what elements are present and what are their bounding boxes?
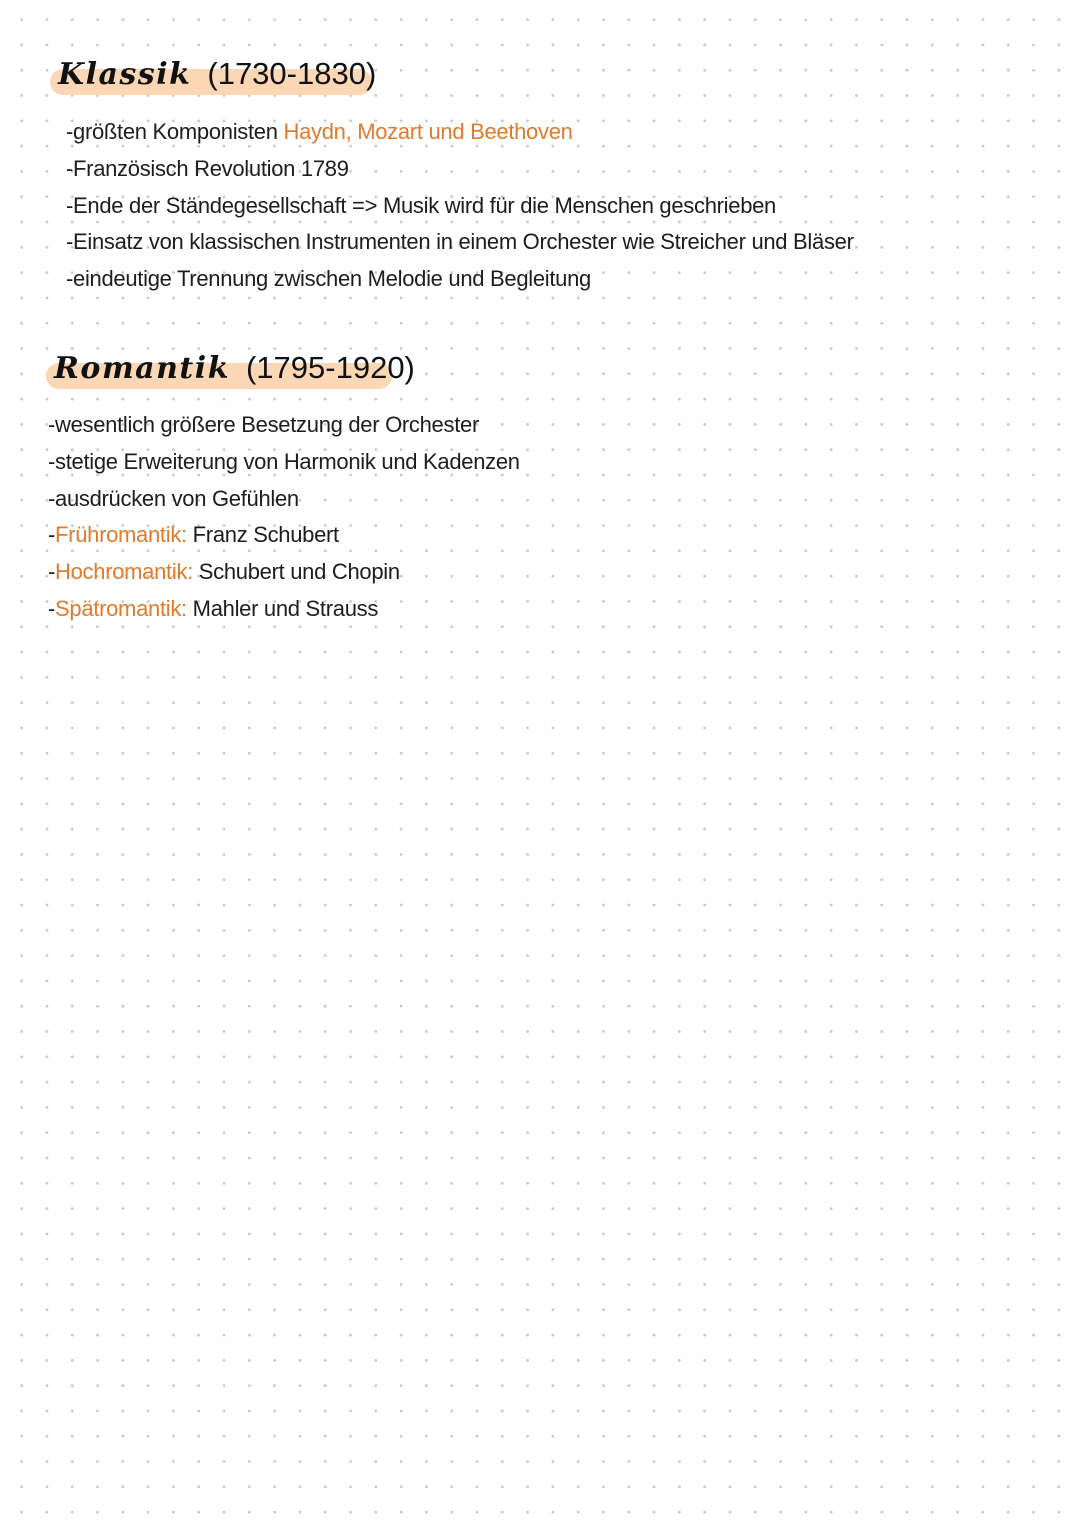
heading-klassik <box>58 56 376 92</box>
section-years: (1730-1830) <box>207 56 377 91</box>
list-item: -stetige Erweiterung von Harmonik und Kadenzen <box>48 448 520 474</box>
list-item: -größten Komponisten Haydn, Mozart und Beethoven <box>66 119 573 144</box>
list-item: -Einsatz von klassischen Instrumenten in einem Orchester wie Streicher und Bläser <box>66 229 854 255</box>
list-item: -Französisch Revolution 1789 <box>66 155 349 181</box>
list-item: -Frühromantik: Franz Schubert <box>48 522 339 548</box>
list-item: -Hochromantik: Schubert und Chopin <box>48 559 400 585</box>
list-item: -ausdrücken von Gefühlen <box>48 485 299 511</box>
list-item: -eindeutige Trennung zwischen Melodie und Begleitung <box>66 266 591 292</box>
section-title: Klassik <box>58 57 192 92</box>
section-years: (1795-1920) <box>245 350 415 385</box>
list-item: -wesentlich größere Besetzung der Orchester <box>48 412 479 437</box>
list-item: -Ende der Ständegesellschaft => Musik wird für die Menschen geschrieben <box>66 192 776 218</box>
list-item: -Spätromantik: Mahler und Strauss <box>48 595 379 621</box>
section-title: Romantik <box>54 351 230 386</box>
romantik-list <box>48 407 520 628</box>
klassik-list <box>66 114 854 298</box>
heading-romantik <box>54 350 415 386</box>
